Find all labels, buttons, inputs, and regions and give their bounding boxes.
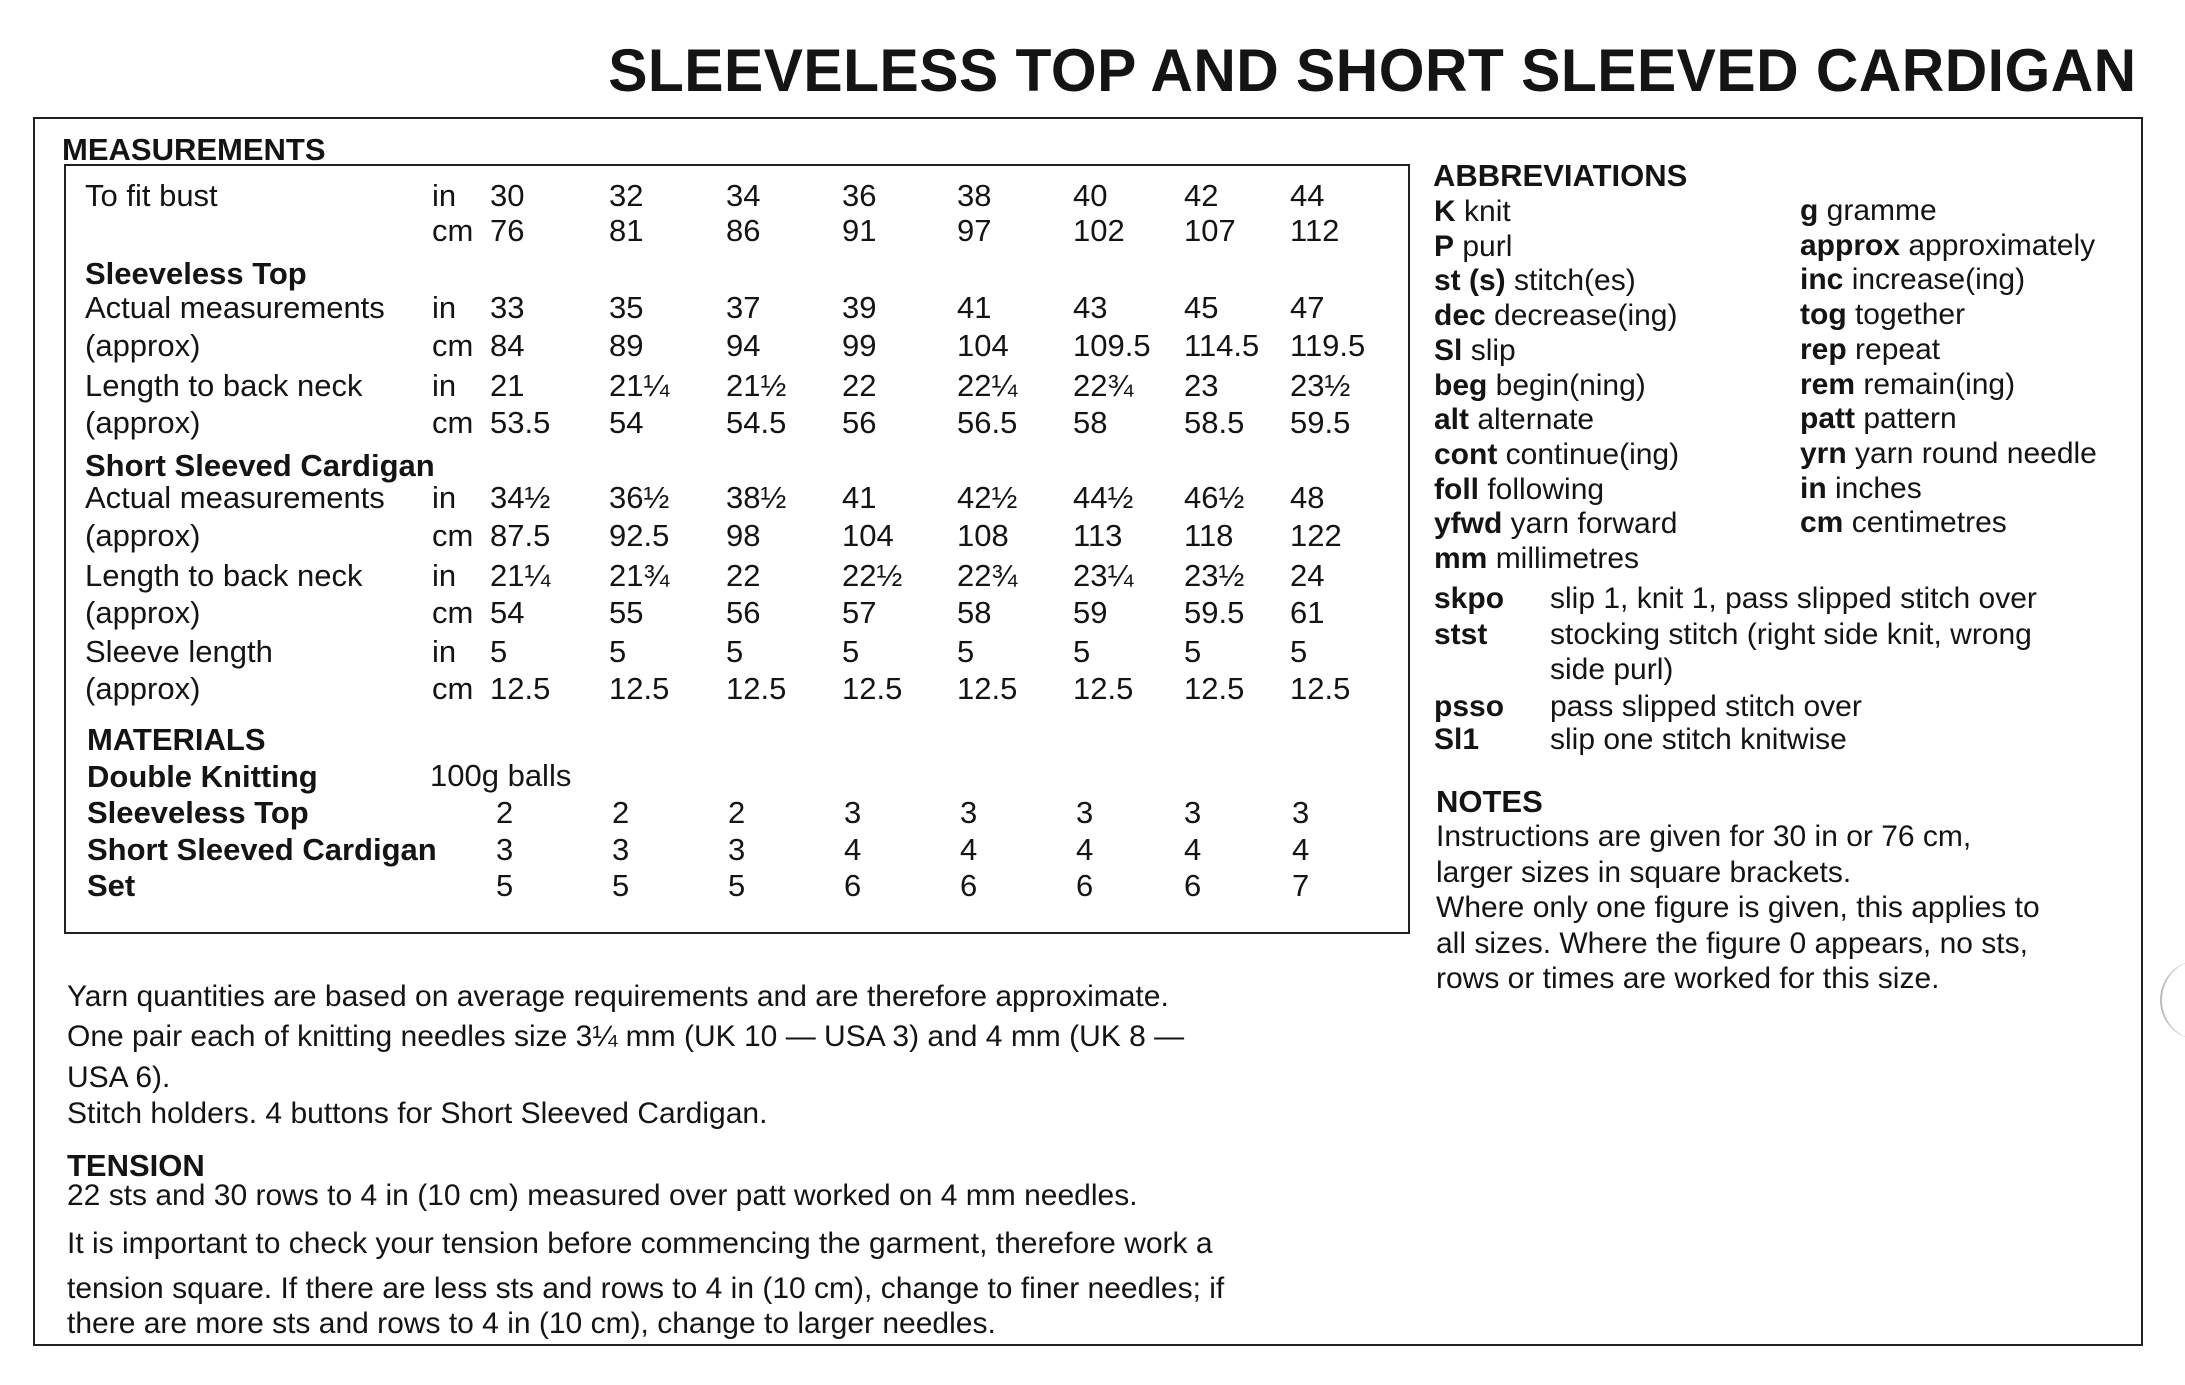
table-cell: 41 — [842, 480, 877, 515]
table-cell: 22½ — [842, 558, 903, 593]
table-cell: 39 — [842, 290, 877, 325]
holders-note: Stitch holders. 4 buttons for Short Sleeved Cardigan. — [67, 1097, 768, 1130]
abbreviation-meaning: slip one stitch knitwise — [1550, 723, 1847, 756]
materials-cell: 3 — [960, 795, 978, 830]
abbreviation-meaning: millimetres — [1487, 542, 1640, 575]
unit-label: in — [432, 558, 457, 593]
section-heading: Sleeveless Top — [85, 256, 307, 291]
table-cell: 56.5 — [957, 405, 1018, 440]
materials-cell: 5 — [496, 868, 514, 903]
table-cell: 59 — [1073, 595, 1108, 630]
table-cell: 104 — [957, 328, 1009, 363]
abbreviation-term: rep — [1800, 332, 1847, 366]
abbreviation-meaning: increase(ing) — [1843, 263, 2026, 297]
table-cell: 54 — [490, 595, 525, 630]
table-cell: 42½ — [957, 480, 1018, 515]
table-cell: 5 — [1073, 634, 1091, 669]
yarn-label: Double Knitting — [87, 759, 318, 794]
table-cell: 23¼ — [1073, 558, 1134, 593]
table-cell: 12.5 — [490, 671, 551, 706]
tension-line-3: tension square. If there are less sts and rows to 4 in (10 cm), change to finer needles; if — [67, 1272, 1225, 1305]
table-cell: 92.5 — [609, 518, 670, 553]
table-cell: 58.5 — [1184, 405, 1245, 440]
materials-cell: 4 — [960, 832, 978, 867]
abbreviation-meaning: centimetres — [1843, 506, 2007, 540]
abbreviation-term: inc — [1800, 263, 1844, 297]
table-cell: 5 — [609, 634, 627, 669]
needles-line-1: One pair each of knitting needles size 3¼ mm (UK 10 — USA 3) and 4 mm (UK 8 — — [67, 1020, 1185, 1053]
table-cell: 87.5 — [490, 518, 551, 553]
abbreviation-term: in — [1800, 471, 1827, 505]
abbreviation-entry — [1800, 228, 2096, 262]
table-cell: 104 — [842, 518, 894, 553]
materials-cell: 4 — [1292, 832, 1310, 867]
abbreviation-meaning: gramme — [1818, 194, 1937, 227]
abbreviation-entry — [1434, 472, 1605, 506]
abbreviation-entry — [1434, 368, 1646, 402]
abbreviation-entry — [1800, 332, 1941, 366]
table-cell: 12.5 — [1073, 671, 1134, 706]
table-cell: 89 — [609, 328, 644, 363]
yarn-unit: 100g balls — [430, 758, 572, 793]
materials-row-label: Short Sleeved Cardigan — [87, 832, 437, 867]
abbreviation-meaning: repeat — [1846, 332, 1941, 366]
table-cell: 109.5 — [1073, 328, 1151, 363]
table-cell: 12.5 — [1184, 671, 1245, 706]
abbreviation-term: yfwd — [1434, 507, 1503, 541]
materials-cell: 3 — [728, 832, 746, 867]
notes-line: Instructions are given for 30 in or 76 cm, — [1436, 820, 1972, 853]
materials-cell: 3 — [844, 795, 862, 830]
table-cell: 118 — [1184, 518, 1234, 553]
table-cell: 23 — [1184, 368, 1219, 403]
table-cell: 48 — [1290, 480, 1325, 515]
table-cell: 5 — [726, 634, 744, 669]
materials-cell: 4 — [1184, 832, 1202, 867]
table-cell: 22 — [726, 558, 761, 593]
materials-cell: 3 — [1076, 795, 1094, 830]
abbreviation-term: beg — [1434, 368, 1488, 402]
abbreviation-term: alt — [1434, 403, 1470, 437]
abbreviation-term: dec — [1434, 299, 1486, 333]
row-label: (approx) — [85, 671, 201, 706]
row-label: Actual measurements — [85, 480, 385, 515]
table-cell: 12.5 — [957, 671, 1018, 706]
row-label: (approx) — [85, 328, 201, 363]
table-cell: 21¼ — [490, 558, 551, 593]
table-cell: 23½ — [1184, 558, 1245, 593]
abbreviation-meaning: following — [1479, 472, 1605, 506]
notes-line: Where only one figure is given, this applies to — [1436, 891, 2040, 924]
tension-heading: TENSION — [67, 1148, 205, 1183]
abbreviations-heading: ABBREVIATIONS — [1433, 158, 1688, 193]
table-cell: 86 — [726, 213, 761, 248]
table-cell: 21½ — [726, 368, 787, 403]
materials-cell: 2 — [612, 795, 630, 830]
abbreviation-meaning: inches — [1826, 471, 1922, 505]
table-cell: 22 — [842, 368, 877, 403]
row-label: (approx) — [85, 595, 201, 630]
table-cell: 21 — [490, 368, 525, 403]
table-cell: 44 — [1290, 178, 1325, 213]
table-cell: 34 — [726, 178, 761, 213]
materials-cell: 3 — [496, 832, 514, 867]
abbreviation-entry — [1434, 197, 1511, 227]
row-label: (approx) — [85, 405, 201, 440]
table-cell: 98 — [726, 518, 761, 553]
table-cell: 58 — [957, 595, 992, 630]
table-cell: 43 — [1073, 290, 1108, 325]
table-cell: 91 — [842, 213, 877, 248]
row-label: Length to back neck — [85, 558, 363, 593]
materials-cell: 2 — [728, 795, 746, 830]
table-cell: 54.5 — [726, 405, 787, 440]
table-cell: 45 — [1184, 290, 1219, 325]
abbreviation-entry — [1800, 471, 1922, 505]
table-cell: 58 — [1073, 405, 1108, 440]
abbreviation-meaning: continue(ing) — [1497, 437, 1680, 471]
tension-line-4: there are more sts and rows to 4 in (10 cm), change to larger needles. — [67, 1307, 996, 1340]
table-cell: 5 — [1290, 634, 1308, 669]
table-cell: 59.5 — [1184, 595, 1245, 630]
table-cell: 55 — [609, 595, 644, 630]
row-label: To fit bust — [85, 178, 218, 213]
unit-label: in — [432, 178, 457, 213]
abbreviation-entry — [1434, 229, 1513, 263]
table-cell: 5 — [1184, 634, 1202, 669]
table-cell: 46½ — [1184, 480, 1245, 515]
table-cell: 22¼ — [957, 368, 1018, 403]
abbreviation-entry — [1800, 367, 2016, 401]
abbreviation-meaning: slip — [1462, 333, 1516, 367]
table-cell: 36 — [842, 178, 877, 213]
unit-label: in — [432, 634, 457, 669]
abbreviation-meaning: purl — [1454, 229, 1513, 263]
notes-line: larger sizes in square brackets. — [1436, 855, 1852, 889]
row-label: Length to back neck — [85, 368, 363, 403]
abbreviation-entry — [1800, 196, 1937, 226]
table-cell: 38 — [957, 178, 992, 213]
section-heading: Short Sleeved Cardigan — [85, 448, 435, 483]
table-cell: 107 — [1184, 213, 1236, 248]
abbreviation-entry — [1434, 333, 1516, 367]
page-title: SLEEVELESS TOP AND SHORT SLEEVED CARDIGAN — [608, 37, 2137, 104]
abbreviation-meaning: pattern — [1855, 402, 1957, 436]
table-cell: 12.5 — [842, 671, 903, 706]
abbreviation-term: approx — [1800, 228, 1901, 262]
materials-row-label: Sleeveless Top — [87, 795, 309, 830]
abbreviation-entry — [1800, 436, 2097, 470]
abbreviation-entry — [1434, 405, 1594, 435]
abbreviation-entry — [1800, 300, 1965, 330]
table-cell: 102 — [1073, 213, 1125, 248]
unit-label: cm — [432, 518, 474, 553]
unit-label: cm — [432, 405, 474, 440]
materials-cell: 3 — [612, 832, 630, 867]
table-cell: 112 — [1290, 213, 1340, 248]
table-cell: 36½ — [609, 480, 670, 515]
materials-cell: 5 — [612, 868, 630, 903]
table-cell: 37 — [726, 290, 761, 325]
row-label: Sleeve length — [85, 634, 273, 669]
table-cell: 114.5 — [1184, 328, 1260, 363]
table-cell: 5 — [490, 634, 508, 669]
notes-line: rows or times are worked for this size. — [1436, 962, 1940, 995]
table-cell: 38½ — [726, 480, 787, 515]
table-cell: 24 — [1290, 558, 1325, 593]
abbreviation-term: K — [1434, 195, 1456, 228]
table-cell: 94 — [726, 328, 761, 363]
unit-label: cm — [432, 595, 474, 630]
abbreviation-term: foll — [1434, 472, 1479, 506]
abbreviation-entry — [1800, 508, 2007, 538]
table-cell: 54 — [609, 405, 644, 440]
table-cell: 108 — [957, 518, 1009, 553]
materials-row-label: Set — [87, 868, 136, 903]
abbreviation-term: g — [1800, 194, 1819, 227]
table-cell: 12.5 — [609, 671, 670, 706]
table-cell: 97 — [957, 213, 992, 248]
abbreviation-entry — [1434, 266, 1636, 296]
tension-line-2: It is important to check your tension before commencing the garment, therefore work a — [67, 1227, 1213, 1260]
table-cell: 33 — [490, 290, 525, 325]
abbreviation-meaning: pass slipped stitch over — [1550, 690, 1862, 723]
table-cell: 47 — [1290, 290, 1325, 325]
materials-cell: 2 — [496, 795, 514, 830]
abbreviation-term: yrn — [1800, 436, 1847, 470]
abbreviation-term: cm — [1800, 506, 1844, 540]
abbreviation-term: cont — [1434, 437, 1498, 471]
abbreviation-meaning: approximately — [1900, 228, 2096, 262]
table-cell: 76 — [490, 213, 525, 248]
abbreviation-entry — [1434, 509, 1677, 539]
table-cell: 21¼ — [609, 368, 670, 403]
table-cell: 56 — [726, 595, 761, 630]
abbreviation-entry — [1434, 437, 1680, 471]
abbreviation-term: mm — [1434, 542, 1488, 575]
abbreviation-entry — [1800, 265, 2025, 295]
table-cell: 12.5 — [726, 671, 787, 706]
table-cell: 61 — [1290, 595, 1325, 630]
table-cell: 22¾ — [1073, 368, 1134, 403]
abbreviation-term: rem — [1800, 367, 1856, 401]
materials-cell: 4 — [844, 832, 862, 867]
table-cell: 119.5 — [1290, 328, 1366, 363]
materials-cell: 3 — [1292, 795, 1310, 830]
materials-cell: 6 — [1184, 868, 1202, 903]
materials-cell: 5 — [728, 868, 746, 903]
table-cell: 81 — [609, 213, 644, 248]
table-cell: 41 — [957, 290, 992, 325]
table-cell: 53.5 — [490, 405, 551, 440]
abbreviation-entry — [1434, 544, 1639, 574]
materials-cell: 6 — [844, 868, 862, 903]
materials-cell: 6 — [960, 868, 978, 903]
abbreviation-term: tog — [1800, 298, 1847, 332]
row-label: (approx) — [85, 518, 201, 553]
abbreviation-meaning: side purl) — [1550, 653, 1674, 686]
table-cell: 42 — [1184, 178, 1219, 213]
notes-heading: NOTES — [1436, 784, 1543, 819]
abbreviation-meaning: yarn round needle — [1846, 436, 2097, 470]
yarn-note: Yarn quantities are based on average requirements and are therefore approximate. — [67, 980, 1169, 1013]
abbreviation-term: patt — [1800, 402, 1855, 436]
table-cell: 122 — [1290, 518, 1342, 553]
table-cell: 32 — [609, 178, 644, 213]
abbreviation-meaning: begin(ning) — [1487, 368, 1646, 402]
abbreviation-meaning: yarn forward — [1502, 507, 1678, 541]
abbreviation-meaning: decrease(ing) — [1485, 299, 1678, 333]
table-cell: 35 — [609, 290, 644, 325]
abbreviation-term: stst — [1434, 618, 1488, 651]
unit-label: cm — [432, 213, 474, 248]
table-cell: 30 — [490, 178, 525, 213]
table-cell: 5 — [842, 634, 860, 669]
tension-line-1: 22 sts and 30 rows to 4 in (10 cm) measured over patt worked on 4 mm needles. — [67, 1179, 1138, 1212]
materials-heading: MATERIALS — [87, 722, 266, 757]
abbreviation-meaning: alternate — [1469, 403, 1595, 437]
table-cell: 40 — [1073, 178, 1108, 213]
abbreviation-term: Sl1 — [1434, 723, 1480, 756]
table-cell: 22¾ — [957, 558, 1018, 593]
unit-label: in — [432, 480, 457, 515]
abbreviation-term: Sl — [1434, 333, 1463, 367]
abbreviation-meaning: stitch(es) — [1505, 264, 1636, 298]
abbreviation-entry — [1434, 301, 1677, 331]
table-cell: 5 — [957, 634, 975, 669]
table-cell: 57 — [842, 595, 877, 630]
materials-cell: 4 — [1076, 832, 1094, 867]
abbreviation-meaning: stocking stitch (right side knit, wrong — [1550, 618, 2032, 651]
table-cell: 56 — [842, 405, 877, 440]
materials-cell: 7 — [1292, 868, 1310, 903]
table-cell: 44½ — [1073, 480, 1134, 515]
table-cell: 34½ — [490, 480, 551, 515]
abbreviation-entry — [1800, 404, 1957, 434]
measurements-heading: MEASUREMENTS — [62, 132, 326, 167]
abbreviation-term: st (s) — [1434, 264, 1506, 298]
unit-label: in — [432, 368, 457, 403]
abbreviation-meaning: slip 1, knit 1, pass slipped stitch over — [1550, 582, 2037, 615]
abbreviation-term: P — [1434, 229, 1455, 263]
table-cell: 84 — [490, 328, 525, 363]
table-cell: 59.5 — [1290, 405, 1351, 440]
row-label: Actual measurements — [85, 290, 385, 325]
table-cell: 21¾ — [609, 558, 670, 593]
unit-label: cm — [432, 671, 474, 706]
abbreviation-meaning: remain(ing) — [1855, 367, 2016, 401]
unit-label: cm — [432, 328, 474, 363]
abbreviation-meaning: knit — [1455, 195, 1511, 228]
table-cell: 99 — [842, 328, 877, 363]
materials-cell: 6 — [1076, 868, 1094, 903]
page-edge-mark — [2160, 960, 2185, 1040]
abbreviation-meaning: together — [1846, 298, 1966, 332]
notes-line: all sizes. Where the figure 0 appears, no sts, — [1436, 926, 2028, 960]
materials-cell: 3 — [1184, 795, 1202, 830]
needles-line-2: USA 6). — [67, 1061, 171, 1094]
table-cell: 113 — [1073, 518, 1123, 553]
table-cell: 12.5 — [1290, 671, 1351, 706]
unit-label: in — [432, 290, 457, 325]
abbreviation-term: psso — [1434, 690, 1505, 723]
abbreviation-term: skpo — [1434, 582, 1505, 615]
table-cell: 23½ — [1290, 368, 1351, 403]
